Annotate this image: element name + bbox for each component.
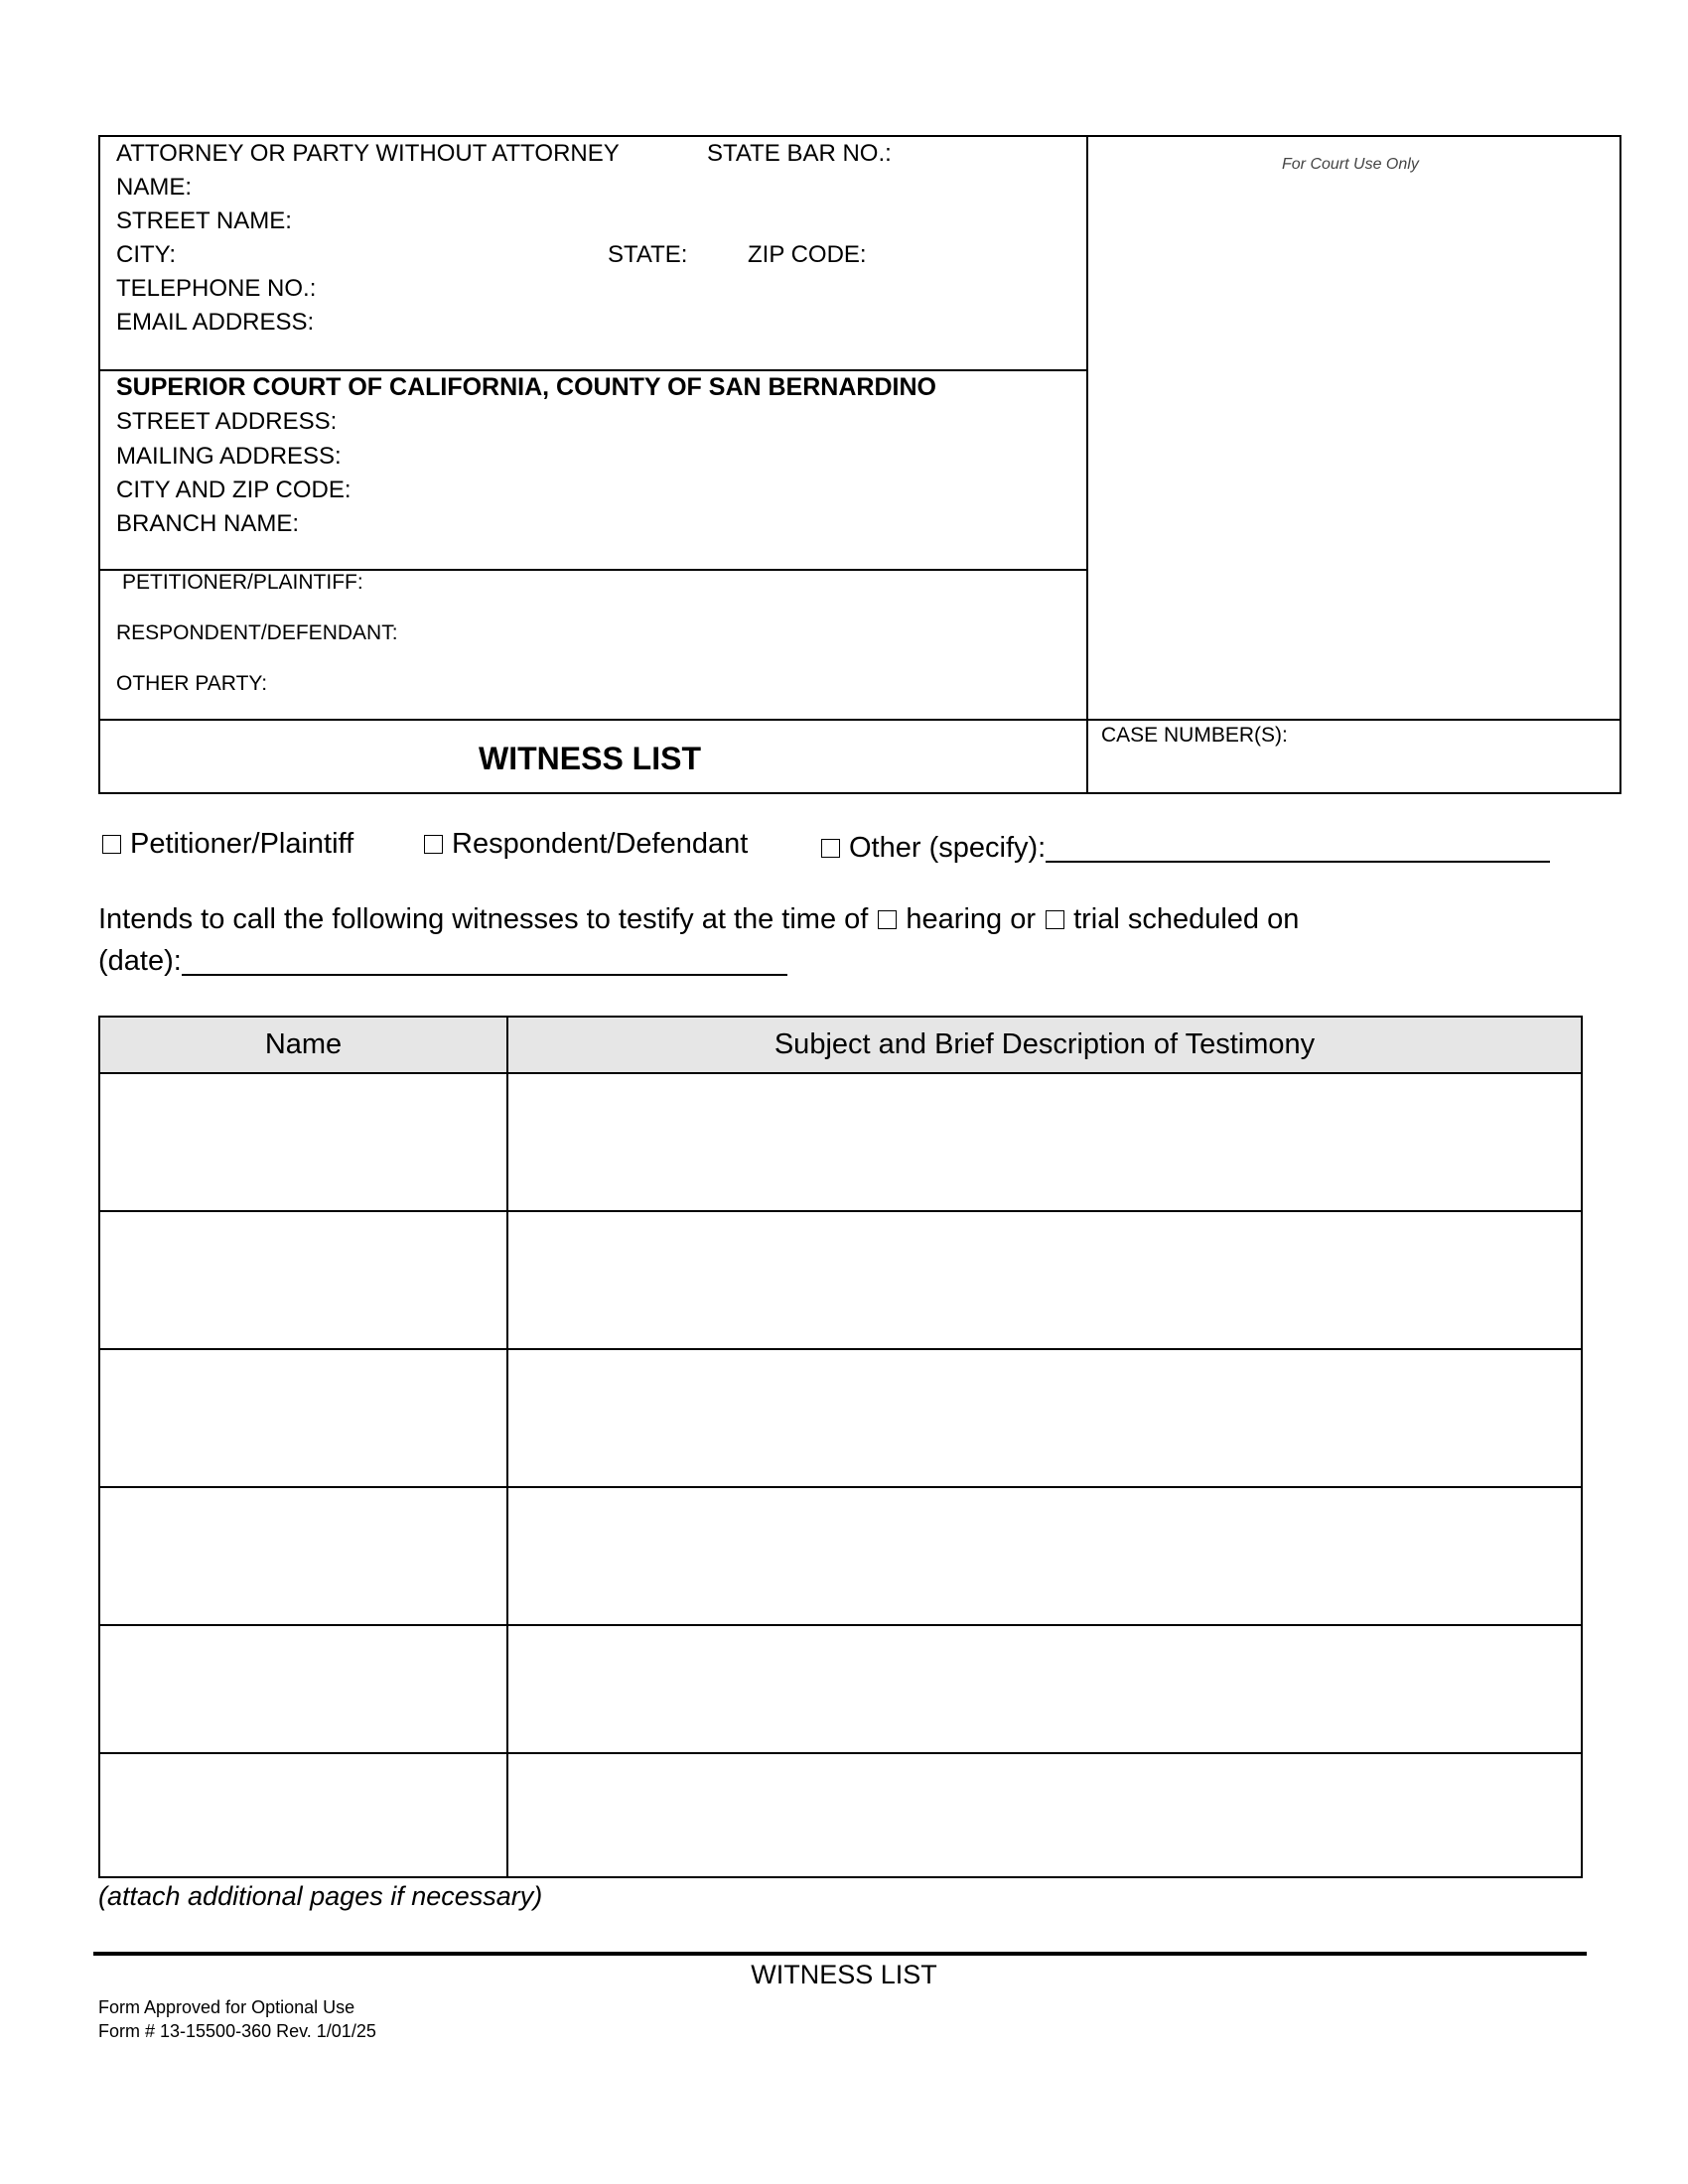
additional-pages-note: (attach additional pages if necessary) xyxy=(98,1881,543,1911)
footer-title: WITNESS LIST xyxy=(751,1960,937,1989)
witness-name-cell[interactable] xyxy=(99,1073,507,1211)
testimony-cell[interactable] xyxy=(507,1625,1582,1753)
other-specify-field[interactable] xyxy=(1046,830,1550,863)
date-label: (date): xyxy=(98,945,182,977)
witness-name-cell[interactable] xyxy=(99,1625,507,1753)
table-row xyxy=(99,1349,1582,1487)
attorney-heading: ATTORNEY OR PARTY WITHOUT ATTORNEY xyxy=(116,140,620,167)
testimony-cell[interactable] xyxy=(507,1349,1582,1487)
table-row xyxy=(99,1625,1582,1753)
respondent-label: RESPONDENT/DEFENDANT: xyxy=(116,621,398,644)
witness-name-cell[interactable] xyxy=(99,1753,507,1877)
table-row xyxy=(99,1753,1582,1877)
footer-rule xyxy=(93,1952,1587,1956)
form-approval-text: Form Approved for Optional Use xyxy=(98,1997,355,2017)
name-label: NAME: xyxy=(116,174,193,201)
petitioner-label: PETITIONER/PLAINTIFF: xyxy=(122,571,363,594)
respondent-option-label: Respondent/Defendant xyxy=(452,828,749,860)
trial-label: trial scheduled on xyxy=(1073,903,1300,935)
trial-checkbox[interactable] xyxy=(1046,910,1064,929)
state-label: STATE: xyxy=(608,241,688,268)
witness-table xyxy=(98,1016,1583,1878)
column-header-testimony: Subject and Brief Description of Testimony xyxy=(507,1017,1582,1073)
attorney-section-divider xyxy=(100,369,1086,371)
party-option-petitioner[interactable] xyxy=(102,830,353,859)
city-label: CITY: xyxy=(116,241,177,268)
petitioner-checkbox[interactable] xyxy=(102,835,121,854)
testimony-cell[interactable] xyxy=(507,1753,1582,1877)
caption-divider-vertical xyxy=(1086,137,1088,792)
telephone-label: TELEPHONE NO.: xyxy=(116,275,317,302)
testimony-cell[interactable] xyxy=(507,1487,1582,1625)
title-row-divider xyxy=(100,719,1619,721)
respondent-checkbox[interactable] xyxy=(424,835,443,854)
court-use-label: For Court Use Only xyxy=(1282,156,1419,173)
date-line xyxy=(98,943,787,976)
table-row xyxy=(99,1211,1582,1349)
witness-name-cell[interactable] xyxy=(99,1349,507,1487)
witness-name-cell[interactable] xyxy=(99,1487,507,1625)
intent-prefix: Intends to call the following witnesses to testify at the time of xyxy=(98,903,869,935)
hearing-checkbox[interactable] xyxy=(878,910,897,929)
column-header-name: Name xyxy=(99,1017,507,1073)
witness-name-cell[interactable] xyxy=(99,1211,507,1349)
testimony-cell[interactable] xyxy=(507,1073,1582,1211)
zip-code-label: ZIP CODE: xyxy=(748,241,867,268)
other-option-label: Other (specify): xyxy=(849,832,1047,864)
table-row xyxy=(99,1073,1582,1211)
hearing-label: hearing or xyxy=(906,903,1036,935)
form-title: WITNESS LIST xyxy=(479,741,701,776)
other-party-label: OTHER PARTY: xyxy=(116,672,268,695)
intent-line xyxy=(98,905,1299,934)
court-name: SUPERIOR COURT OF CALIFORNIA, COUNTY OF SAN BERNARDINO xyxy=(116,373,936,401)
other-checkbox[interactable] xyxy=(821,839,840,858)
branch-name-label: BRANCH NAME: xyxy=(116,510,300,537)
city-zip-label: CITY AND ZIP CODE: xyxy=(116,477,352,503)
table-row xyxy=(99,1487,1582,1625)
email-label: EMAIL ADDRESS: xyxy=(116,309,315,336)
street-name-label: STREET NAME: xyxy=(116,207,292,234)
party-option-other[interactable] xyxy=(821,830,1550,863)
petitioner-option-label: Petitioner/Plaintiff xyxy=(130,828,354,860)
party-option-respondent[interactable] xyxy=(424,830,748,859)
mailing-address-label: MAILING ADDRESS: xyxy=(116,443,342,470)
street-address-label: STREET ADDRESS: xyxy=(116,408,338,435)
table-header-row xyxy=(99,1017,1582,1073)
testimony-cell[interactable] xyxy=(507,1211,1582,1349)
state-bar-label: STATE BAR NO.: xyxy=(707,140,892,167)
form-number-text: Form # 13-15500-360 Rev. 1/01/25 xyxy=(98,2021,376,2041)
case-number-label: CASE NUMBER(S): xyxy=(1101,724,1288,747)
date-field[interactable] xyxy=(182,943,787,976)
caption-box xyxy=(98,135,1621,794)
